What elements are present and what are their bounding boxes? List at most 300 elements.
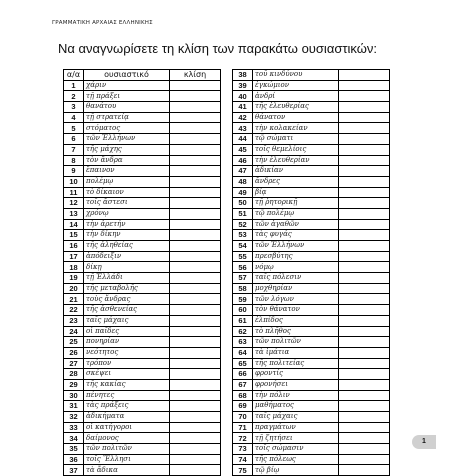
noun-cell: τῆς κακίας [84,379,170,390]
noun-cell: τῶν ἀγαθῶν [253,219,339,230]
declension-answer-cell[interactable] [339,112,390,123]
row-number: 19 [64,273,84,284]
declension-answer-cell[interactable] [170,379,221,390]
declension-answer-cell[interactable] [170,219,221,230]
noun-cell: τῆς ἀληθείας [84,241,170,252]
row-number: 37 [64,465,84,476]
row-number: 31 [64,401,84,412]
noun-cell: ἀδικήματα [84,412,170,423]
declension-answer-cell[interactable] [339,198,390,209]
row-number: 11 [64,187,84,198]
noun-cell: χάριν [84,80,170,91]
row-number: 16 [64,241,84,252]
declension-answer-cell[interactable] [339,294,390,305]
declension-answer-cell[interactable] [339,241,390,252]
noun-cell: φροντίς [253,369,339,380]
declension-answer-cell[interactable] [170,273,221,284]
declension-answer-cell[interactable] [339,262,390,273]
row-number: 7 [64,144,84,155]
row-number: 4 [64,112,84,123]
noun-cell: τοῦ κινδύνου [253,70,339,81]
declension-answer-cell[interactable] [170,241,221,252]
declension-answer-cell[interactable] [170,454,221,465]
declension-answer-cell[interactable] [170,230,221,241]
noun-cell: ταῖς μάχαις [253,412,339,423]
declension-answer-cell[interactable] [339,422,390,433]
table-row [233,433,390,444]
declension-answer-cell[interactable] [339,305,390,316]
noun-cell: οἱ παῖδες [84,326,170,337]
table-row [233,198,390,209]
row-number: 29 [64,379,84,390]
noun-cell: πολέμῳ [84,176,170,187]
declension-answer-cell[interactable] [339,123,390,134]
table-header-row [64,70,221,81]
row-number: 71 [233,422,253,433]
row-number: 60 [233,305,253,316]
noun-cell: τῷ πολέμῳ [253,208,339,219]
row-number: 35 [64,444,84,455]
noun-cell: τὴν πόλιν [253,390,339,401]
row-number: 48 [233,176,253,187]
row-number: 28 [64,369,84,380]
declension-answer-cell[interactable] [170,347,221,358]
row-number: 43 [233,123,253,134]
table-row [233,465,390,476]
noun-cell: πραγμάτων [253,422,339,433]
table-row [233,326,390,337]
table-row [64,134,221,145]
row-number: 65 [233,358,253,369]
noun-cell: ταῖς πόλεσιν [253,273,339,284]
table-row [64,326,221,337]
declension-answer-cell[interactable] [170,251,221,262]
row-number: 72 [233,433,253,444]
row-number: 44 [233,134,253,145]
declension-answer-cell[interactable] [170,465,221,476]
table-row [233,347,390,358]
row-number: 33 [64,422,84,433]
row-number: 10 [64,176,84,187]
declension-answer-cell[interactable] [339,208,390,219]
noun-cell: θανάτου [84,102,170,113]
table-row [233,251,390,262]
declension-answer-cell[interactable] [339,91,390,102]
document-header: ΓΡΑΜΜΑΤΙΚΗ ΑΡΧΑΙΑΣ ΕΛΛΗΝΙΚΗΣ [52,20,153,26]
row-number: 61 [233,315,253,326]
table-row [233,144,390,155]
declension-answer-cell[interactable] [170,433,221,444]
table-row [233,219,390,230]
table-row [233,70,390,81]
noun-cell: τοῖς ἄστεσι [84,198,170,209]
table-row [64,102,221,113]
table-row [233,102,390,113]
row-number: 36 [64,454,84,465]
row-number: 58 [233,283,253,294]
declension-answer-cell[interactable] [170,91,221,102]
declension-answer-cell[interactable] [170,305,221,316]
row-number: 22 [64,305,84,316]
noun-cell: δίκῃ [84,262,170,273]
declension-answer-cell[interactable] [170,315,221,326]
table-row [233,80,390,91]
row-number: 6 [64,134,84,145]
table-row [64,347,221,358]
noun-cell: τὰ ἄδικα [84,465,170,476]
noun-cell: τοῖς Ἕλλησι [84,454,170,465]
noun-cell: σκέψει [84,369,170,380]
row-number: 70 [233,412,253,423]
noun-cell: τῆς πολιτείας [253,358,339,369]
table-row [64,358,221,369]
table-row [64,369,221,380]
table-row [64,412,221,423]
noun-cell: ἀνδρί [253,91,339,102]
table-row [233,241,390,252]
row-number: 5 [64,123,84,134]
row-number: 49 [233,187,253,198]
table-row [64,273,221,284]
noun-cell: πρεσβύτης [253,251,339,262]
declension-answer-cell[interactable] [170,102,221,113]
declension-answer-cell[interactable] [170,176,221,187]
noun-cell: τοῖς θεμελίοις [253,144,339,155]
declension-answer-cell[interactable] [170,155,221,166]
noun-cell: τὴν ἐλευθερίαν [253,155,339,166]
table-row [64,208,221,219]
declension-answer-cell[interactable] [339,273,390,284]
declension-answer-cell[interactable] [170,337,221,348]
declension-answer-cell[interactable] [170,208,221,219]
table-row [64,198,221,209]
declension-answer-cell[interactable] [170,401,221,412]
declension-answer-cell[interactable] [339,166,390,177]
noun-cell: τῶν Ἑλλήνων [84,134,170,145]
row-number: 56 [233,262,253,273]
declension-answer-cell[interactable] [170,187,221,198]
page-number-badge: 1 [412,435,436,449]
table-row [64,454,221,465]
row-number: 34 [64,433,84,444]
noun-cell: τῆς μάχης [84,144,170,155]
row-number: 54 [233,241,253,252]
column-header-declension: κλίση [170,70,221,81]
declension-answer-cell[interactable] [339,80,390,91]
noun-cell: τὰς πράξεις [84,401,170,412]
noun-cell: πονηρίαν [84,337,170,348]
noun-cell: ἀπόδειξιν [84,251,170,262]
table-row [233,412,390,423]
row-number: 47 [233,166,253,177]
row-number: 27 [64,358,84,369]
declension-answer-cell[interactable] [170,369,221,380]
table-row [64,283,221,294]
row-number: 30 [64,390,84,401]
row-number: 66 [233,369,253,380]
declension-answer-cell[interactable] [170,262,221,273]
noun-cell: τὸν ἄνδρα [84,155,170,166]
declension-answer-cell[interactable] [339,337,390,348]
noun-cell: τῶν Ἑλλήνων [253,241,339,252]
noun-cell: τὸν θάνατον [253,305,339,316]
table-row [64,241,221,252]
table-row [64,315,221,326]
table-row [64,422,221,433]
table-row [64,337,221,348]
row-number: 13 [64,208,84,219]
noun-cell: τῶν πολιτῶν [84,444,170,455]
row-number: 14 [64,219,84,230]
table-row [233,273,390,284]
row-number: 20 [64,283,84,294]
table-row [233,112,390,123]
row-number: 15 [64,230,84,241]
noun-cell: τὸ δίκαιον [84,187,170,198]
noun-cell: χρόνῳ [84,208,170,219]
noun-cell: νόμῳ [253,262,339,273]
row-number: 41 [233,102,253,113]
noun-cell: ἀδικίαν [253,166,339,177]
table-row [64,91,221,102]
declension-answer-cell[interactable] [170,144,221,155]
noun-cell: ταῖς μάχαις [84,315,170,326]
table-row [233,155,390,166]
noun-cell: οἱ κατήγοροι [84,422,170,433]
table-row [64,80,221,91]
table-row [64,433,221,444]
noun-cell: ἔπαινον [84,166,170,177]
noun-cell: τῷ βίῳ [253,465,339,476]
noun-table-right [232,69,390,476]
declension-answer-cell[interactable] [170,198,221,209]
table-row [233,134,390,145]
declension-answer-cell[interactable] [170,80,221,91]
noun-cell: τῆς μεταβολῆς [84,283,170,294]
declension-answer-cell[interactable] [339,230,390,241]
declension-answer-cell[interactable] [339,134,390,145]
noun-cell: τρόπον [84,358,170,369]
row-number: 51 [233,208,253,219]
noun-cell: τὸ πλῆθος [253,326,339,337]
declension-answer-cell[interactable] [339,315,390,326]
table-row [233,454,390,465]
row-number: 9 [64,166,84,177]
declension-answer-cell[interactable] [339,465,390,476]
noun-cell: φρονήσει [253,379,339,390]
table-row [233,166,390,177]
table-row [64,465,221,476]
table-row [233,283,390,294]
row-number: 59 [233,294,253,305]
table-row [233,358,390,369]
table-row [233,294,390,305]
table-row [64,251,221,262]
row-number: 25 [64,337,84,348]
row-number: 18 [64,262,84,273]
row-number: 68 [233,390,253,401]
table-row [233,208,390,219]
noun-cell: ἐγκώμιον [253,80,339,91]
row-number: 42 [233,112,253,123]
table-row [64,401,221,412]
row-number: 38 [233,70,253,81]
declension-answer-cell[interactable] [339,433,390,444]
table-row [233,305,390,316]
table-row [64,305,221,316]
noun-cell: θάνατον [253,112,339,123]
noun-cell: τὰ ἱμάτια [253,347,339,358]
declension-answer-cell[interactable] [339,347,390,358]
exercise-title: Να αναγνωρίσετε τη κλίση των παρακάτω ουσιαστικών: [58,41,377,56]
declension-answer-cell[interactable] [339,401,390,412]
table-row [64,144,221,155]
noun-cell: τῶν λόγων [253,294,339,305]
row-number: 53 [233,230,253,241]
row-number: 55 [233,251,253,262]
row-number: 8 [64,155,84,166]
declension-answer-cell[interactable] [339,219,390,230]
noun-cell: τῇ ῥητορικῇ [253,198,339,209]
row-number: 23 [64,315,84,326]
table-row [64,187,221,198]
noun-cell: τῷ σώματι [253,134,339,145]
noun-table-left [63,69,221,476]
declension-answer-cell[interactable] [170,166,221,177]
noun-cell: νεότητος [84,347,170,358]
table-row [233,176,390,187]
declension-answer-cell[interactable] [339,70,390,81]
row-number: 26 [64,347,84,358]
row-number: 69 [233,401,253,412]
table-row [64,294,221,305]
declension-answer-cell[interactable] [339,283,390,294]
column-header-noun: ουσιαστικό [84,70,170,81]
declension-answer-cell[interactable] [170,283,221,294]
noun-cell: τῆς πόλεως [253,454,339,465]
row-number: 39 [233,80,253,91]
table-row [233,422,390,433]
declension-answer-cell[interactable] [170,422,221,433]
row-number: 64 [233,347,253,358]
declension-answer-cell[interactable] [339,358,390,369]
noun-cell: τοῖς σώμασιν [253,444,339,455]
table-row [64,166,221,177]
table-row [64,230,221,241]
declension-answer-cell[interactable] [170,112,221,123]
declension-answer-cell[interactable] [339,251,390,262]
noun-cell: τῶν πολιτῶν [253,337,339,348]
table-row [233,337,390,348]
declension-answer-cell[interactable] [339,369,390,380]
table-row [64,112,221,123]
declension-answer-cell[interactable] [170,134,221,145]
declension-answer-cell[interactable] [170,326,221,337]
noun-cell: τῇ στρατείᾳ [84,112,170,123]
row-number: 67 [233,379,253,390]
table-row [233,401,390,412]
noun-cell: τὴν ἀρετήν [84,219,170,230]
noun-cell: τῇ ζητήσει [253,433,339,444]
row-number: 12 [64,198,84,209]
declension-answer-cell[interactable] [339,155,390,166]
table-row [233,379,390,390]
declension-answer-cell[interactable] [339,326,390,337]
declension-answer-cell[interactable] [339,187,390,198]
table-row [233,91,390,102]
table-row [233,315,390,326]
noun-cell: τῇ Ἑλλάδι [84,273,170,284]
row-number: 32 [64,412,84,423]
noun-cell: τὰς φυγάς [253,230,339,241]
table-row [64,262,221,273]
row-number: 45 [233,144,253,155]
noun-cell: τῇ πράξει [84,91,170,102]
noun-cell: τὴν δίκην [84,230,170,241]
table-row [64,390,221,401]
table-row [64,379,221,390]
declension-answer-cell[interactable] [170,294,221,305]
declension-answer-cell[interactable] [339,144,390,155]
row-number: 62 [233,326,253,337]
noun-cell: βίᾳ [253,187,339,198]
noun-cell: τῆς ἀσθενείας [84,305,170,316]
declension-answer-cell[interactable] [339,176,390,187]
declension-answer-cell[interactable] [339,390,390,401]
noun-cell: πένητες [84,390,170,401]
noun-cell: τὴν κολακείαν [253,123,339,134]
column-header-number: α/α [64,70,84,81]
row-number: 57 [233,273,253,284]
declension-answer-cell[interactable] [339,379,390,390]
row-number: 1 [64,80,84,91]
row-number: 17 [64,251,84,262]
noun-cell: τῆς ἐλευθερίας [253,102,339,113]
table-row [64,219,221,230]
row-number: 50 [233,198,253,209]
row-number: 63 [233,337,253,348]
row-number: 24 [64,326,84,337]
row-number: 21 [64,294,84,305]
noun-cell: τοὺς ἄνδρας [84,294,170,305]
table-row [233,390,390,401]
declension-answer-cell[interactable] [170,358,221,369]
declension-answer-cell[interactable] [339,454,390,465]
declension-answer-cell[interactable] [339,102,390,113]
row-number: 75 [233,465,253,476]
table-row [233,123,390,134]
noun-cell: στόματος [84,123,170,134]
declension-answer-cell[interactable] [170,412,221,423]
row-number: 74 [233,454,253,465]
noun-cell: ἐλπίδος [253,315,339,326]
row-number: 2 [64,91,84,102]
noun-cell: ἄνδρες [253,176,339,187]
table-row [64,123,221,134]
row-number: 3 [64,102,84,113]
table-row [233,262,390,273]
table-row [233,230,390,241]
noun-cell: μοχθηρίαν [253,283,339,294]
row-number: 46 [233,155,253,166]
table-row [233,187,390,198]
declension-answer-cell[interactable] [170,390,221,401]
row-number: 73 [233,444,253,455]
declension-answer-cell[interactable] [339,412,390,423]
row-number: 40 [233,91,253,102]
declension-answer-cell[interactable] [170,123,221,134]
noun-cell: δαίμονος [84,433,170,444]
